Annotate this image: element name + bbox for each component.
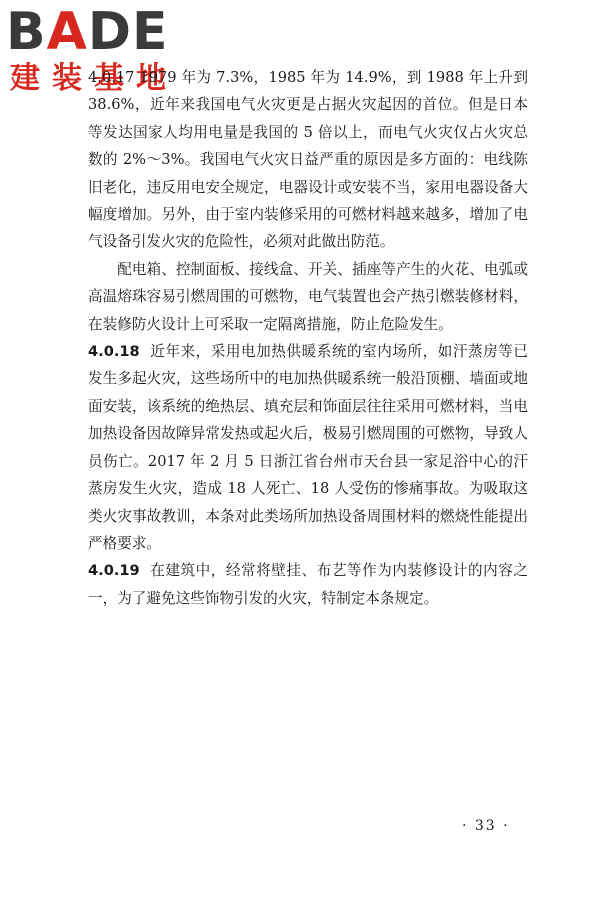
page-number: · 33 · [462,818,510,834]
clause-number: 4.0.18 [88,343,140,361]
paragraph-electrical-devices: 配电箱、控制面板、接线盒、开关、插座等产生的火花、电弧或高温熔珠容易引燃周围的可燃物，电气装置也会产热引燃装修材料，在装修防火设计上可采取一定隔离措施，防止危险发生。 [88,260,528,333]
page-body [88,64,528,612]
clause-text: 在建筑中，经常将壁挂、布艺等作为内装修设计的内容之一，为了避免这些饰物引发的火灾，特制定本条规定。 [88,562,528,607]
logo-wordmark: BADE [6,2,169,62]
clause-text: 近年来，采用电加热供暖系统的室内场所，如汗蒸房等已发生多起火灾，这些场所中的电加热供暖系统一般沿顶棚、墙面或地面安装，该系统的绝热层、填充层和饰面层往往采用可燃材料，当电加热设备因故障异常发热或起火后，极易引燃周围的可燃物，导致人员伤亡。2017 年 2 月 5 日浙江省台州市天台县一家足浴中心的汗蒸房发生火灾，造成 18 人死亡、18 人受伤的惨痛事故。为吸取这类火灾事故教训，本条对此类场所加热设备周围材料的燃烧性能提出严格要求。 [88,343,528,552]
clause-number: 4.0.19 [88,562,140,580]
clause-4-0-18 [88,338,528,557]
clause-4-0-19 [88,557,528,612]
logo-subtitle: 建装基地 [10,61,178,96]
paragraph-electrical-fire-stats: 4.0.17 1979 年为 7.3%，1985 年为 14.9%，到 1988 年上升到 38.6%，近年来我国电气火灾更是占据火灾起因的首位。但是日本等发达国家人均用电量是我国的 5 倍以上，而电气火灾仅占火灾总数的 2%～3%。我国电气火灾日益严重的原因是多方面的：电线陈旧老化，违反用电安全规定，电器设计或安装不当，家用电器设备大幅度增加。另外，由于室内装修采用的可燃材料越来越多，增加了电气设备引发火灾的危险性，必须对此做出防范。 [88,69,528,251]
